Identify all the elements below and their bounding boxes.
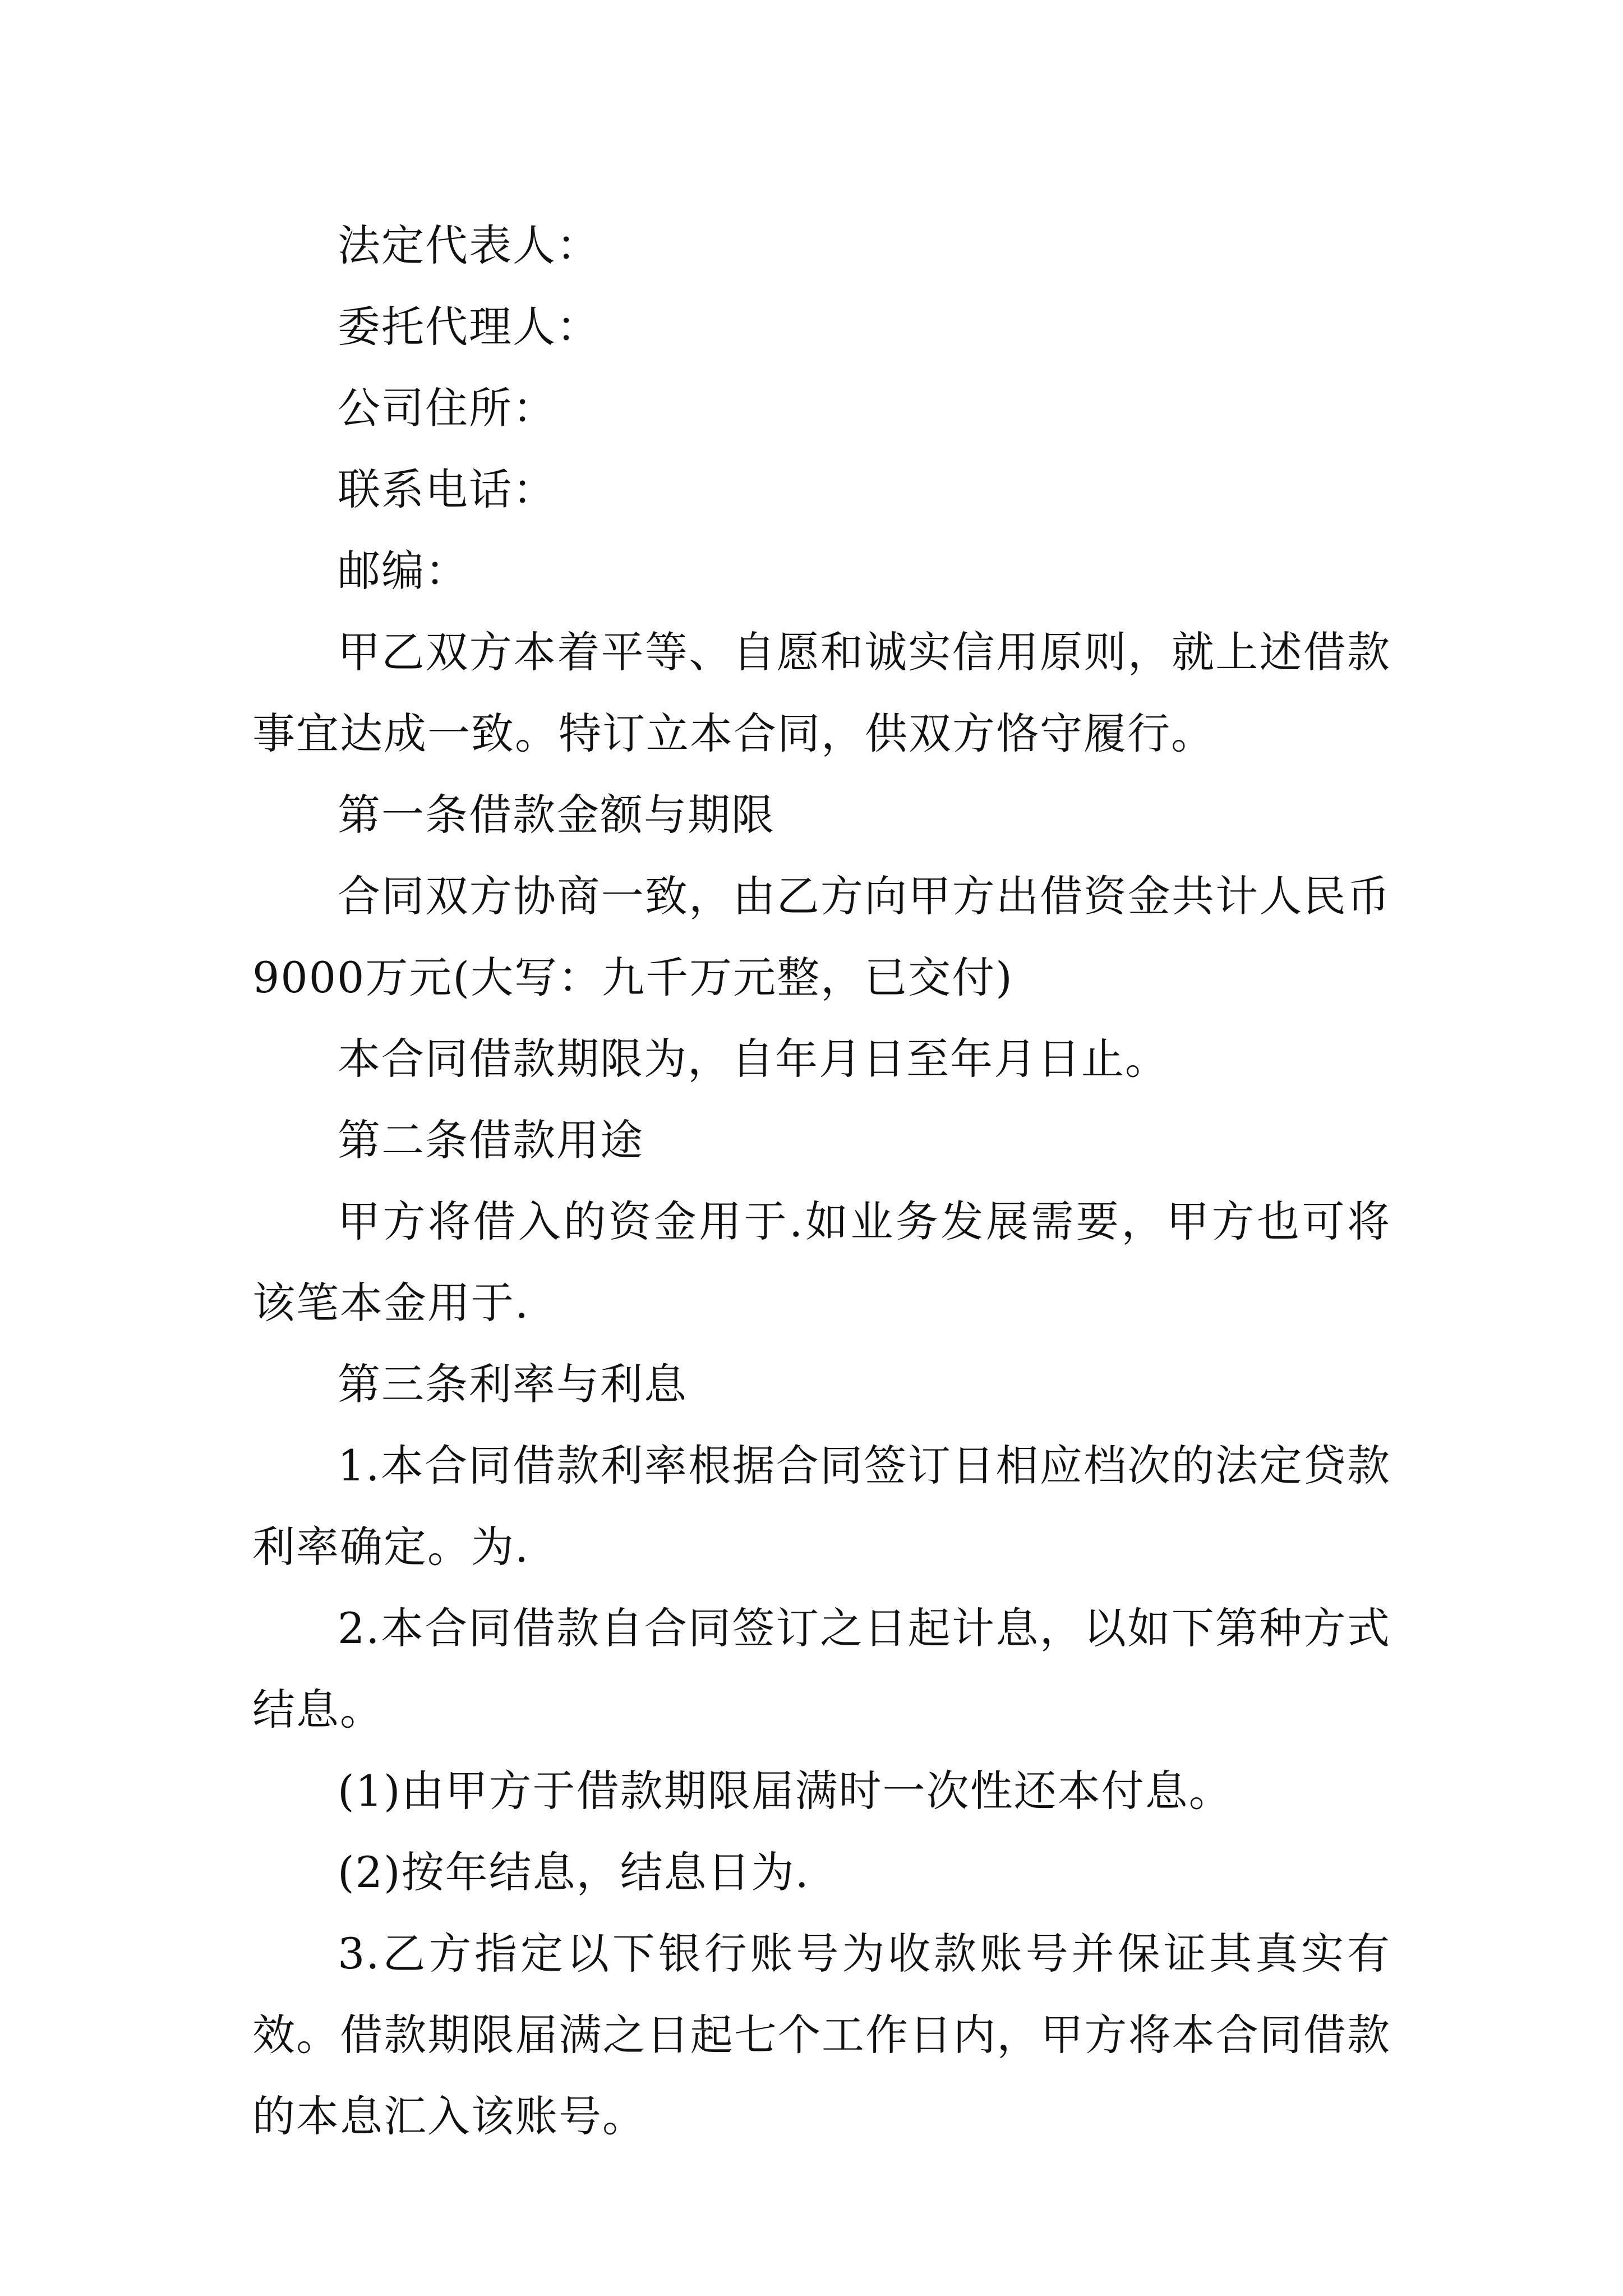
contract-body [252,205,1391,2157]
article-2-purpose-paragraph: 甲方将借入的资金用于.如业务发展需要，甲方也可将该笔本金用于. [252,1197,1391,1328]
article-1-term-paragraph: 本合同借款期限为，自年月日至年月日止。 [338,1034,1169,1084]
legal-representative-line: 法定代表人： [338,220,600,270]
article-1-amount-paragraph: 合同双方协商一致，由乙方向甲方出借资金共计人民币9000万元(大写：九千万元整，已交付) [252,871,1391,1002]
contact-phone-line: 联系电话： [338,464,556,514]
article-3-heading: 第三条利率与利息 [338,1359,688,1409]
company-address-line: 公司住所： [338,383,556,433]
article-3-item-2-option-2: (2)按年结息，结息日为. [338,1847,810,1897]
article-1-heading: 第一条借款金额与期限 [338,790,775,840]
article-3-item-1: 1.本合同借款利率根据合同签订日相应档次的法定贷款利率确定。为. [252,1441,1391,1572]
intro-paragraph: 甲乙双方本着平等、自愿和诚实信用原则，就上述借款事宜达成一致。特订立本合同，供双方恪守履行。 [252,627,1391,758]
postal-code-line: 邮编： [338,546,469,596]
article-3-item-3: 3.乙方指定以下银行账号为收款账号并保证其真实有效。借款期限届满之日起七个工作日内，甲方将本合同借款的本息汇入该账号。 [252,1929,1391,2141]
article-3-item-2: 2.本合同借款自合同签订之日起计息，以如下第种方式结息。 [252,1603,1391,1734]
article-2-heading: 第二条借款用途 [338,1115,644,1165]
article-3-item-2-option-1: (1)由甲方于借款期限届满时一次性还本付息。 [338,1766,1233,1816]
authorized-agent-line: 委托代理人： [338,302,600,352]
